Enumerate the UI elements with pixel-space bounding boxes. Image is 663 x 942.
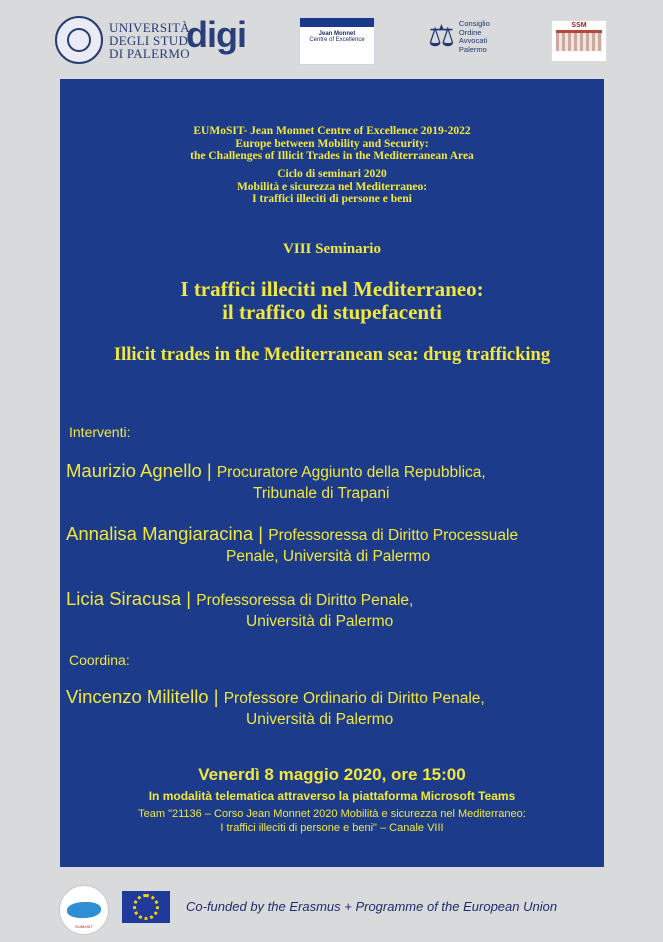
- eumosit-logo: [59, 885, 109, 935]
- university-seal-icon: [55, 16, 103, 64]
- coordinator-role-cont: Università di Palermo: [246, 711, 394, 728]
- teams-channel-line-1: Team "21136 – Corso Jean Monnet 2020 Mobilità e sicurezza nel Mediterraneo:: [138, 808, 526, 820]
- university-line-1: UNIVERSITÀ: [109, 19, 190, 35]
- cycle-name: Ciclo di seminari 2020: [277, 168, 387, 180]
- bar-council-line-3: Avvocati: [458, 36, 488, 45]
- coordinator-name: Vincenzo Militello: [66, 686, 209, 707]
- eumosit-label: EUMoSIT: [75, 924, 93, 929]
- poster-panel: [60, 79, 604, 867]
- digi-wordmark: digi: [186, 14, 246, 55]
- event-date: Venerdì 8 maggio 2020, ore 15:00: [198, 765, 466, 784]
- speaker-name: Annalisa Mangiaracina: [66, 523, 254, 544]
- cycle-title-line-2: I traffici illeciti di persone e beni: [252, 193, 412, 205]
- seminar-title-it-line-1: I traffici illeciti nel Mediterraneo:: [180, 277, 484, 301]
- speaker-role: Procuratore Aggiunto della Repubblica,: [216, 464, 486, 481]
- university-line-3: DI PALERMO: [109, 45, 190, 61]
- seminar-title-en: Illicit trades in the Mediterranean sea: drug trafficking: [113, 345, 551, 365]
- digi-logo: [186, 14, 246, 59]
- bar-council-name: [459, 20, 490, 54]
- cycle-title-line-1: Mobilità e sicurezza nel Mediterraneo:: [236, 180, 428, 193]
- teams-channel-line-2: I traffici illeciti di persone e beni" – Canale VIII: [220, 822, 444, 834]
- ssm-logo: [551, 20, 607, 62]
- speaker-role: Professoressa di Diritto Penale,: [196, 592, 414, 609]
- digi-subtitle-decoration: [186, 54, 187, 59]
- bar-council-line-2: Ordine: [458, 27, 482, 37]
- speaker-1: Maurizio Agnello | Procuratore Aggiunto della Repubblica,: [66, 460, 486, 481]
- partner-logos-bar: [0, 0, 663, 78]
- coordinator-label: Coordina:: [69, 652, 130, 668]
- teams-channel: [60, 807, 604, 835]
- coordinator-role: Professore Ordinario di Diritto Penale,: [223, 690, 485, 707]
- speaker-role-cont: Tribunale di Trapani: [253, 485, 390, 502]
- event-mode: In modalità telematica attraverso la piattaforma Microsoft Teams: [148, 789, 516, 803]
- speaker-2: Annalisa Mangiaracina | Professoressa di Diritto Processuale: [66, 523, 519, 544]
- jean-monnet-logo: [299, 17, 375, 65]
- jean-monnet-band: [300, 18, 374, 27]
- seminar-title-it-line-2: il traffico di stupefacenti: [222, 300, 442, 324]
- university-palermo-logo: [55, 16, 193, 64]
- bar-council-line-4: Palermo: [458, 44, 487, 54]
- bar-council-line-1: Consiglio: [458, 19, 490, 28]
- speaker-name: Maurizio Agnello: [66, 460, 202, 481]
- jean-monnet-line-1: Jean Monnet: [318, 31, 356, 37]
- cycle-header: [60, 168, 604, 206]
- seminar-number: VIII Seminario: [283, 241, 381, 257]
- project-name: EUMoSIT- Jean Monnet Centre of Excellence 2019-2022: [193, 125, 471, 137]
- university-name: [109, 21, 193, 60]
- speaker-role-cont: Penale, Università di Palermo: [226, 548, 431, 565]
- building-icon: [556, 30, 602, 51]
- seminar-title-it: [60, 278, 604, 324]
- footer: [0, 875, 663, 942]
- jean-monnet-line-2: Centre of Excellence: [309, 37, 365, 43]
- speaker-3: Licia Siracusa | Professoressa di Diritto Penale,: [66, 588, 414, 609]
- scales-icon: ⚖: [428, 20, 455, 53]
- project-header: [60, 125, 604, 163]
- speaker-name: Licia Siracusa: [66, 588, 182, 609]
- cofunded-notice: Co-funded by the Erasmus + Programme of the European Union: [186, 899, 558, 914]
- eu-flag-icon: [122, 891, 170, 923]
- eu-stars-icon: [133, 894, 159, 920]
- speaker-role-cont: Università di Palermo: [246, 613, 394, 630]
- university-line-2: DEGLI STUDI: [109, 32, 193, 48]
- mediterranean-map-icon: [67, 902, 101, 918]
- ssm-mark: SSM: [571, 22, 587, 29]
- coordinator: Vincenzo Militello | Professore Ordinario di Diritto Penale,: [66, 686, 485, 707]
- speakers-label: Interventi:: [69, 424, 131, 440]
- project-title-line-2: the Challenges of Illicit Trades in the Mediterranean Area: [190, 150, 474, 162]
- bar-council-logo: [428, 20, 490, 54]
- speaker-role: Professoressa di Diritto Processuale: [268, 527, 519, 544]
- project-title-line-1: Europe between Mobility and Security:: [235, 137, 429, 150]
